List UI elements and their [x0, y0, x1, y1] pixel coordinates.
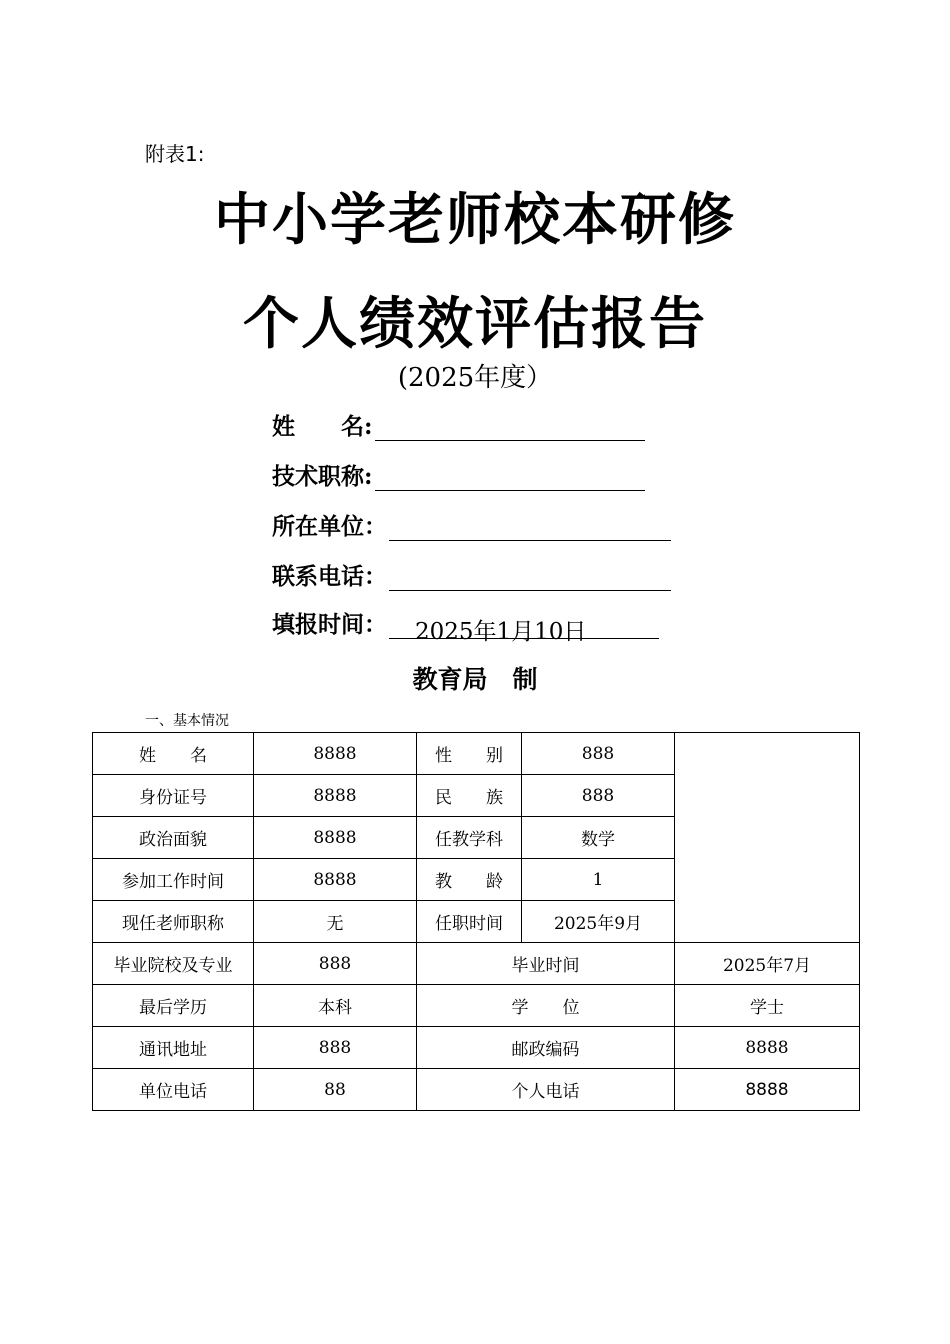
cover-field-unit: [272, 508, 671, 541]
cover-field-value[interactable]: 2025年1月10日: [389, 613, 659, 639]
photo-cell: [675, 733, 860, 943]
basic-info-table: [92, 732, 860, 1111]
cover-field-date: [272, 606, 659, 645]
cover-field-label: 所在单位：: [272, 513, 387, 540]
cover-field-label: 技术职称:: [272, 463, 373, 490]
table-label-cell: 毕业院校及专业: [93, 943, 254, 985]
table-label-cell: 任职时间: [417, 901, 522, 943]
appendix-label: 附表1:: [145, 142, 205, 166]
table-row: [93, 1069, 860, 1111]
table-label-cell: 个人电话: [417, 1069, 675, 1111]
report-year: (2025年度）: [397, 363, 553, 393]
table-label-cell: 单位电话: [93, 1069, 254, 1111]
table-value-cell[interactable]: 本科: [254, 985, 417, 1027]
table-label-cell: 姓 名: [93, 733, 254, 775]
table-label-cell: 任教学科: [417, 817, 522, 859]
table-value-cell[interactable]: 无: [254, 901, 417, 943]
table-label-cell: 邮政编码: [417, 1027, 675, 1069]
table-row: [93, 1027, 860, 1069]
table-row: [93, 985, 860, 1027]
table-value-cell[interactable]: 888: [254, 1027, 417, 1069]
table-value-cell[interactable]: 8888: [254, 733, 417, 775]
section-title: 一、基本情况: [145, 713, 229, 729]
table-value-cell[interactable]: 88: [254, 1069, 417, 1111]
report-title-line1: 中小学老师校本研修: [214, 187, 736, 253]
cover-field-name: [272, 408, 645, 441]
table-label-cell: 毕业时间: [417, 943, 675, 985]
table-value-cell[interactable]: 8888: [254, 859, 417, 901]
cover-field-label: 联系电话：: [272, 563, 387, 590]
table-label-cell: 性 别: [417, 733, 522, 775]
table-label-cell: 政治面貌: [93, 817, 254, 859]
table-value-cell[interactable]: 学士: [675, 985, 860, 1027]
table-label-cell: 民 族: [417, 775, 522, 817]
cover-field-value[interactable]: [375, 415, 645, 441]
cover-field-label: 姓 名:: [272, 413, 373, 440]
table-row: [93, 943, 860, 985]
report-title-line2: 个人绩效评估报告: [243, 291, 707, 357]
table-label-cell: 参加工作时间: [93, 859, 254, 901]
table-value-cell[interactable]: 888: [522, 733, 675, 775]
cover-field-title: [272, 458, 645, 491]
table-value-cell[interactable]: 数学: [522, 817, 675, 859]
table-label-cell: 学 位: [417, 985, 675, 1027]
table-label-cell: 身份证号: [93, 775, 254, 817]
cover-field-phone: [272, 558, 671, 591]
table-value-cell[interactable]: 8888: [254, 775, 417, 817]
table-value-cell[interactable]: 8888: [675, 1069, 860, 1111]
table-value-cell[interactable]: 1: [522, 859, 675, 901]
table-value-cell[interactable]: 888: [522, 775, 675, 817]
table-value-cell[interactable]: 2025年9月: [522, 901, 675, 943]
table-label-cell: 最后学历: [93, 985, 254, 1027]
table-label-cell: 现任老师职称: [93, 901, 254, 943]
table-label-cell: 教 龄: [417, 859, 522, 901]
cover-field-value[interactable]: [389, 565, 671, 591]
table-value-cell[interactable]: 2025年7月: [675, 943, 860, 985]
table-row: [93, 733, 860, 775]
table-value-cell[interactable]: 888: [254, 943, 417, 985]
table-label-cell: 通讯地址: [93, 1027, 254, 1069]
cover-field-value[interactable]: [375, 465, 645, 491]
cover-field-value[interactable]: [389, 515, 671, 541]
table-value-cell[interactable]: 8888: [254, 817, 417, 859]
cover-field-label: 填报时间：: [272, 611, 387, 638]
issuer: 教育局 制: [412, 665, 538, 694]
table-value-cell[interactable]: 8888: [675, 1027, 860, 1069]
